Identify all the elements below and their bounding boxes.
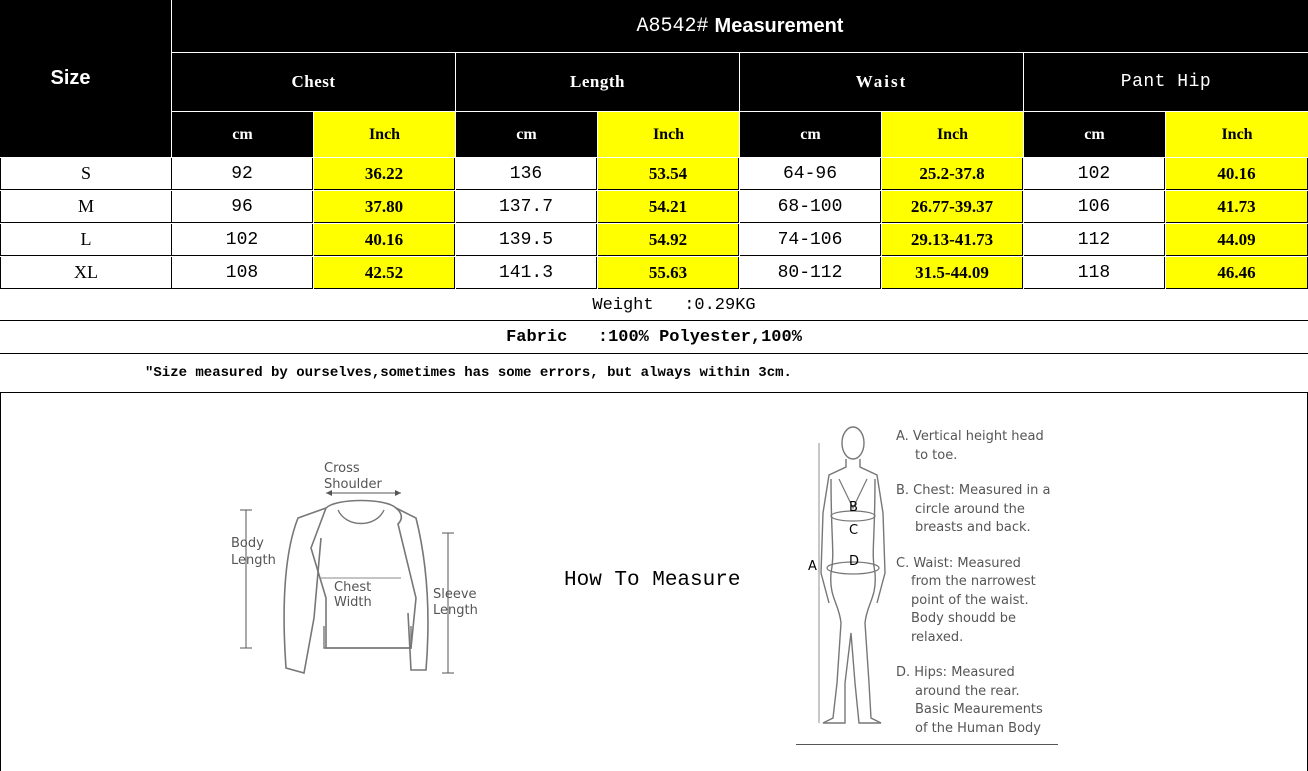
table-cell: 55.63 [598, 257, 739, 289]
unit-header-6: cm [1024, 112, 1165, 157]
body-figure [801, 423, 891, 733]
unit-header-0: cm [172, 112, 313, 157]
table-cell: 108 [172, 257, 313, 289]
label-body-length-2: Length [231, 553, 276, 568]
table-cell: 96 [172, 191, 313, 223]
group-header-length: Length [456, 53, 739, 111]
table-cell: 26.77-39.37 [882, 191, 1023, 223]
body-letter-a: A [808, 559, 817, 574]
table-cell: 118 [1024, 257, 1165, 289]
table-cell: 37.80 [314, 191, 455, 223]
title-code: A8542# [636, 14, 709, 38]
legend-underline [796, 744, 1058, 745]
table-cell: 92 [172, 158, 313, 190]
fabric-row [0, 322, 1308, 354]
size-cell: M [0, 191, 172, 223]
how-to-measure-title: How To Measure [564, 569, 741, 592]
table-cell: 40.16 [1166, 158, 1308, 190]
table-cell: 31.5-44.09 [882, 257, 1023, 289]
label-chest-width-2: Width [334, 595, 372, 610]
body-letter-c: C [849, 523, 859, 538]
label-sleeve-length-2: Length [433, 603, 478, 618]
fabric-text: Fabric :100% Polyester,100% [506, 328, 802, 347]
legend-item [896, 664, 1066, 738]
legend-line: to toe. [915, 447, 958, 463]
table-cell: 136 [456, 158, 597, 190]
unit-header-3: Inch [598, 112, 739, 157]
legend-line: A. Vertical height head [896, 429, 1044, 444]
table-cell: 46.46 [1166, 257, 1308, 289]
legend-line: around the rear. [915, 683, 1020, 699]
table-cell: 41.73 [1166, 191, 1308, 223]
table-cell: 141.3 [456, 257, 597, 289]
title-word: Measurement [714, 14, 844, 37]
legend-item [896, 555, 1066, 648]
table-cell: 36.22 [314, 158, 455, 190]
legend-line: D. Hips: Measured [896, 665, 1015, 680]
legend-line: from the narrowest [911, 574, 1036, 589]
group-header-waist: Waist [740, 53, 1023, 111]
body-letter-d: D [849, 554, 860, 569]
size-cell: XL [0, 257, 172, 289]
table-title [172, 0, 1308, 52]
unit-header-1: Inch [314, 112, 455, 157]
unit-header-5: Inch [882, 112, 1023, 157]
group-header-pant-hip: Pant Hip [1024, 53, 1308, 111]
note-text: "Size measured by ourselves,sometimes has some errors, but always within 3cm. [145, 365, 792, 381]
table-cell: 42.52 [314, 257, 455, 289]
label-chest-width-1: Chest [334, 580, 372, 595]
table-cell: 68-100 [740, 191, 881, 223]
table-cell: 54.92 [598, 224, 739, 256]
label-cross-shoulder-2: Shoulder [324, 477, 382, 492]
size-header-label: Size [50, 67, 91, 89]
table-cell: 102 [172, 224, 313, 256]
table-cell: 25.2-37.8 [882, 158, 1023, 190]
table-cell: 137.7 [456, 191, 597, 223]
legend-line: of the Human Body [915, 720, 1041, 736]
legend-line: circle around the [915, 501, 1025, 517]
measure-panel [0, 393, 1308, 771]
body-letter-b: B [849, 500, 858, 515]
table-cell: 106 [1024, 191, 1165, 223]
legend-line: B. Chest: Measured in a [896, 483, 1051, 498]
weight-row [0, 290, 1308, 321]
table-cell: 139.5 [456, 224, 597, 256]
legend-item [896, 428, 1066, 465]
legend-line: point of the waist. [911, 592, 1029, 608]
label-body-length-1: Body [231, 536, 264, 551]
legend-line: Basic Meaurements [915, 702, 1043, 717]
group-header-chest: Chest [172, 53, 455, 111]
legend-line: C. Waist: Measured [896, 555, 1021, 571]
size-header [0, 0, 171, 157]
table-cell: 64-96 [740, 158, 881, 190]
table-cell: 80-112 [740, 257, 881, 289]
unit-header-7: Inch [1166, 112, 1308, 157]
legend-item [896, 482, 1066, 538]
table-cell: 40.16 [314, 224, 455, 256]
legend-line: breasts and back. [915, 520, 1031, 535]
legend-line: relaxed. [911, 629, 964, 645]
measurement-legend [896, 428, 1066, 755]
size-cell: S [0, 158, 172, 190]
unit-header-4: cm [740, 112, 881, 157]
sweater-diagram [226, 448, 496, 688]
table-cell: 44.09 [1166, 224, 1308, 256]
weight-text: Weight :0.29KG [592, 295, 756, 315]
size-cell: L [0, 224, 172, 256]
table-cell: 112 [1024, 224, 1165, 256]
table-cell: 54.21 [598, 191, 739, 223]
unit-header-2: cm [456, 112, 597, 157]
table-cell: 29.13-41.73 [882, 224, 1023, 256]
table-cell: 53.54 [598, 158, 739, 190]
legend-line: Body shoudd be [911, 611, 1017, 626]
table-cell: 102 [1024, 158, 1165, 190]
label-sleeve-length-1: Sleeve [433, 587, 477, 602]
label-cross-shoulder-1: Cross [324, 461, 360, 476]
note-row [0, 355, 1308, 393]
table-cell: 74-106 [740, 224, 881, 256]
